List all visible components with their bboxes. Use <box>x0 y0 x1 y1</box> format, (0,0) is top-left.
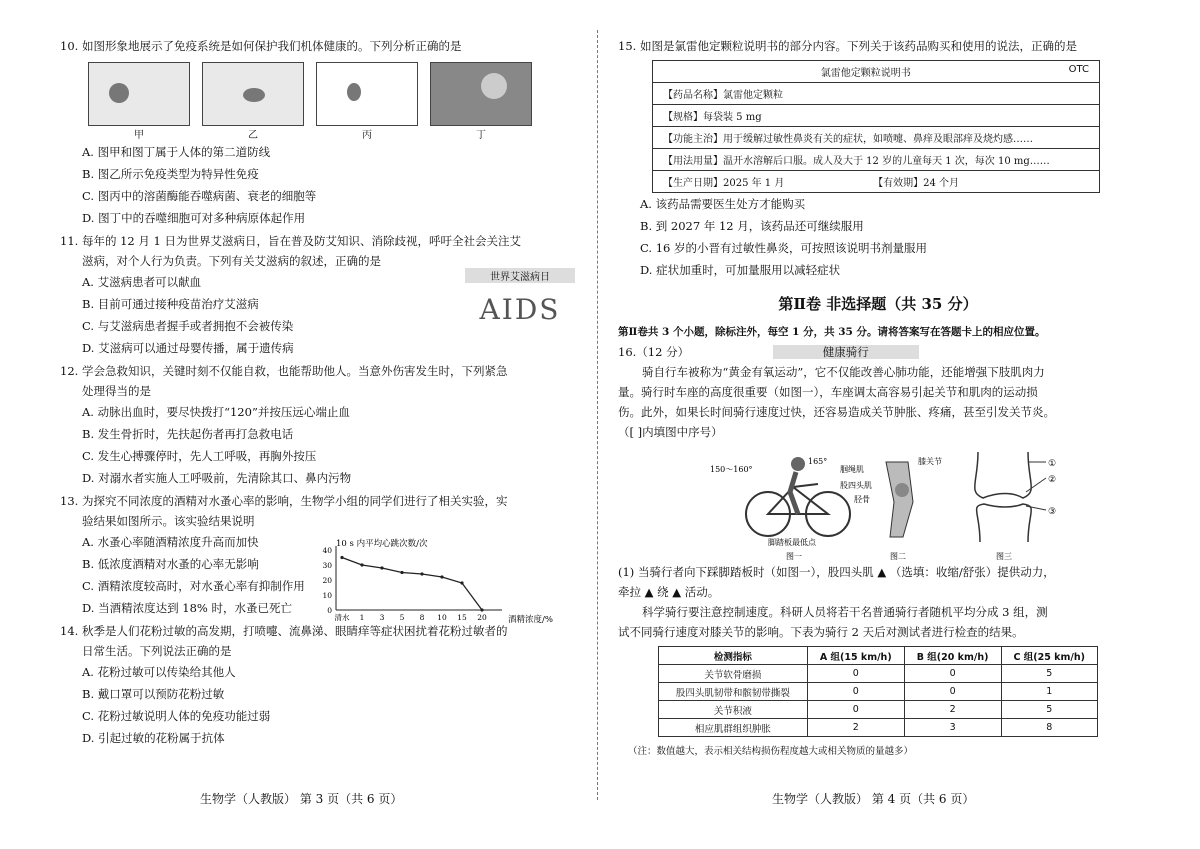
q10-option-a: A. 图甲和图丁属于人体的第二道防线 <box>82 145 271 159</box>
otc-tag: OTC <box>1068 64 1089 75</box>
q12-stem-line1: 12. 学会急救知识，关键时刻不仅能自救，也能帮助他人。当意外伤害发生时，下列紧急 <box>60 364 508 378</box>
q16-number: 16.（12 分） <box>618 345 690 359</box>
q16-paragraph: （[ ]内填图中序号） <box>618 425 723 439</box>
q16-paragraph: 试不同骑行速度对膝关节的影响。下表为骑行 2 天后对测试者进行检查的结果。 <box>618 625 1024 639</box>
q13-option-d: D. 当酒精浓度达到 18% 时，水蚤已死亡 <box>82 601 292 615</box>
table-cell: 关节积液 <box>659 701 808 719</box>
tibia-label: 胫骨 <box>854 495 870 504</box>
marker-2: ② <box>1048 475 1057 485</box>
table-cell: 5 <box>1001 665 1098 683</box>
table-cell: 0 <box>807 683 904 701</box>
bicycle-figure <box>710 457 850 561</box>
q15-option-d: D. 症状加重时，可加量服用以减轻症状 <box>640 263 841 277</box>
q13-stem-line2: 验结果如图所示。该实验结果说明 <box>82 514 255 528</box>
q10-figure-labels <box>88 126 580 141</box>
figure-label: 丙 <box>362 130 372 141</box>
q11-stem-line2: 滋病，对个人行为负责。下列有关艾滋病的叙述，正确的是 <box>82 254 381 268</box>
q11-option-a: A. 艾滋病患者可以献血 <box>82 275 202 289</box>
data-point <box>380 566 383 569</box>
data-point <box>400 571 403 574</box>
section-ii-note: 第Ⅱ卷共 3 个小题，除标注外，每空 1 分，共 35 分。请将答案写在答题卡上的相应位置。 <box>618 326 1046 338</box>
marker-3: ③ <box>1048 507 1057 517</box>
q13-stem-line1: 13. 为探究不同浓度的酒精对水蚤心率的影响，生物学小组的同学们进行了相关实验，实 <box>60 494 508 508</box>
leg-muscles-figure <box>840 456 942 561</box>
chart-title: 10 s 内平均心跳次数/次 <box>336 539 428 549</box>
table-cell: 8 <box>1001 719 1098 737</box>
heart-rate-chart <box>312 536 572 626</box>
marker-1: ① <box>1048 459 1057 469</box>
y-tick-label: 10 <box>322 591 332 600</box>
table-cell: 3 <box>904 719 1001 737</box>
table-header: A 组(15 km/h) <box>807 647 904 665</box>
production-date: 【生产日期】2025 年 1 月 <box>663 178 785 189</box>
table-header-row <box>659 647 1098 665</box>
table-note: （注：数值越大，表示相关结构损伤程度越大或相关物质的量越多） <box>628 746 914 757</box>
q16-figures <box>618 442 1138 562</box>
q16-sub1-line2: 牵拉 ▲ 绕 ▲ 活动。 <box>618 585 720 599</box>
q13-option-c: C. 酒精浓度较高时，对水蚤心率有抑制作用 <box>82 579 305 593</box>
table-cell: 0 <box>904 665 1001 683</box>
x-tick-label: 8 <box>419 613 425 622</box>
q15-option-b: B. 到 2027 年 12 月，该药品还可继续服用 <box>640 219 864 233</box>
y-tick-label: 40 <box>322 546 332 555</box>
table-header: 检测指标 <box>659 647 808 665</box>
q16-paragraph: 伤。此外，如果长时间骑行速度过快，还容易造成关节肿胀、疼痛，甚至引发关节炎。 <box>618 405 1055 419</box>
table-cell: 股四头肌韧带和髌韧带撕裂 <box>659 683 808 701</box>
x-tick-label: 10 <box>437 613 447 622</box>
footer-right: 生物学（人教版） 第 4 页（共 6 页） <box>772 792 975 806</box>
q16-sub1-line1: (1) 当骑行者向下踩脚踏板时（如图一），股四头肌 ▲ （选填：收缩/舒张）提供动力， <box>618 565 1055 579</box>
q14-option-c: C. 花粉过敏说明人体的免疫功能过弱 <box>82 709 271 723</box>
q12-option-b: B. 发生骨折时，先扶起伤者再打急救电话 <box>82 427 294 441</box>
table-cell: 1 <box>1001 683 1098 701</box>
knee-joint-figure <box>975 452 1056 561</box>
validity-period: 【有效期】24 个月 <box>873 178 959 189</box>
figure-label: 丁 <box>476 130 486 141</box>
angle-label-1: 150～160° <box>710 465 753 474</box>
table-header: B 组(20 km/h) <box>904 647 1001 665</box>
x-tick-label: 1 <box>359 613 365 622</box>
q10-figures <box>88 62 580 126</box>
q12-stem-line2: 处理得当的是 <box>82 384 151 398</box>
q16-header <box>618 342 1138 362</box>
table-cell: 0 <box>807 665 904 683</box>
q10-stem: 10. 如图形象地展示了免疫系统是如何保护我们机体健康的。下列分析正确的是 <box>60 39 462 53</box>
q16-paragraph: 科学骑行要注意控制速度。科研人员将若干名普通骑行者随机平均分成 3 组，测 <box>642 605 1048 619</box>
figure-jia <box>88 62 190 126</box>
q15-option-a: A. 该药品需要医生处方才能购买 <box>640 197 806 211</box>
quadriceps-label: 股四头肌 <box>840 481 872 490</box>
x-tick-label: 20 <box>477 613 487 622</box>
q10-option-c: C. 图丙中的溶菌酶能吞噬病菌、衰老的细胞等 <box>82 189 317 203</box>
data-point <box>340 556 343 559</box>
table-cell: 相应肌群组织肿胀 <box>659 719 808 737</box>
q10-option-d: D. 图丁中的吞噬细胞可对多种病原体起作用 <box>82 211 306 225</box>
q15-stem: 15. 如图是氯雷他定颗粒说明书的部分内容。下列关于该药品购买和使用的说法，正确的是 <box>618 39 1077 53</box>
med-row: 【药品名称】氯雷他定颗粒 <box>653 83 1099 105</box>
data-point <box>480 608 483 611</box>
med-row: 【规格】每袋装 5 mg <box>653 105 1099 127</box>
knee-test-table <box>658 646 1098 737</box>
x-tick-label: 清水 <box>334 613 350 622</box>
q11-option-b: B. 目前可通过接种疫苗治疗艾滋病 <box>82 297 259 311</box>
med-row: 【用法用量】温开水溶解后口服。成人及大于 12 岁的儿童每天 1 次，每次 10 mg…… <box>653 149 1099 171</box>
table-cell: 2 <box>807 719 904 737</box>
table-cell: 2 <box>904 701 1001 719</box>
figure-label: 乙 <box>248 130 258 141</box>
left-column <box>60 36 580 749</box>
data-point <box>460 581 463 584</box>
q13-option-a: A. 水蚤心率随酒精浓度升高而加快 <box>82 535 259 549</box>
q15-option-c: C. 16 岁的小晋有过敏性鼻炎，可按照该说明书剂量服用 <box>640 241 927 255</box>
x-tick-label: 5 <box>399 613 405 622</box>
q14-stem-line1: 14. 秋季是人们花粉过敏的高发期，打喷嚏、流鼻涕、眼睛痒等症状困扰着花粉过敏者的 <box>60 624 508 638</box>
section-ii-title: 第Ⅱ卷 非选择题（共 35 分） <box>778 295 978 313</box>
data-point <box>440 575 443 578</box>
footer-left: 生物学（人教版） 第 3 页（共 6 页） <box>200 792 403 806</box>
med-box-header <box>653 61 1099 83</box>
table-row <box>659 701 1098 719</box>
q13-option-b: B. 低浓度酒精对水蚤的心率无影响 <box>82 557 259 571</box>
data-point <box>360 563 363 566</box>
q12-option-a: A. 动脉出血时，要尽快拨打“120”并按压远心端止血 <box>82 405 350 419</box>
y-tick-label: 20 <box>322 576 332 585</box>
figure-3-caption: 图三 <box>996 552 1012 561</box>
table-cell: 关节软骨磨损 <box>659 665 808 683</box>
figure-2-caption: 图二 <box>890 552 906 561</box>
table-cell: 0 <box>807 701 904 719</box>
x-tick-label: 3 <box>379 613 385 622</box>
q12-option-d: D. 对溺水者实施人工呼吸前，先清除其口、鼻内污物 <box>82 471 352 485</box>
figure-1-caption: 图一 <box>786 552 802 561</box>
chart-xlabel: 酒精浓度/% <box>508 615 553 625</box>
q16-paragraph: 量。骑行时车座的高度很重要（如图一），车座调太高容易引起关节和肌肉的运动损 <box>618 385 1038 399</box>
figure-label: 甲 <box>134 130 144 141</box>
x-tick-label: 15 <box>457 613 467 622</box>
y-tick-label: 0 <box>327 606 332 615</box>
q14-stem-line2: 日常生活。下列说法正确的是 <box>82 644 232 658</box>
med-box-title: 氯雷他定颗粒说明书 <box>820 68 911 79</box>
y-tick-label: 30 <box>322 561 332 570</box>
right-column <box>618 36 1138 757</box>
q14-option-a: A. 花粉过敏可以传染给其他人 <box>82 665 236 679</box>
figure-yi <box>202 62 304 126</box>
q11-stem-line1: 11. 每年的 12 月 1 日为世界艾滋病日，旨在普及防艾知识、消除歧视，呼吁全社会关注艾 <box>60 234 522 248</box>
table-row <box>659 665 1098 683</box>
q10-option-b: B. 图乙所示免疫类型为特异性免疫 <box>82 167 259 181</box>
table-cell: 5 <box>1001 701 1098 719</box>
q16-title: 健康骑行 <box>773 345 919 359</box>
med-row: 【功能主治】用于缓解过敏性鼻炎有关的症状，如喷嚏、鼻痒及眼部痒及烧灼感…… <box>653 127 1099 149</box>
data-point <box>420 572 423 575</box>
figure-bing <box>316 62 418 126</box>
figure-ding <box>430 62 532 126</box>
q14-option-b: B. 戴口罩可以预防花粉过敏 <box>82 687 225 701</box>
table-header: C 组(25 km/h) <box>1001 647 1098 665</box>
medicine-instructions-box <box>652 60 1100 193</box>
aids-badge-title: 世界艾滋病日 <box>465 268 575 283</box>
med-row-dates <box>653 171 1099 192</box>
column-divider <box>597 30 598 800</box>
knee-joint-label: 膝关节 <box>918 457 942 466</box>
table-row <box>659 719 1098 737</box>
pedal-lowest-point-label: 脚踏板最低点 <box>768 538 816 547</box>
q16-paragraph: 骑自行车被称为“黄金有氧运动”，它不仅能改善心肺功能，还能增强下肢肌肉力 <box>642 365 1045 379</box>
q14-option-d: D. 引起过敏的花粉属于抗体 <box>82 731 225 745</box>
aids-day-badge <box>465 268 575 326</box>
table-row <box>659 683 1098 701</box>
q11-option-d: D. 艾滋病可以通过母婴传播，属于遗传病 <box>82 341 294 355</box>
aids-ribbon-logo: AIDS <box>479 293 561 326</box>
angle-label-2: 165° <box>808 457 828 466</box>
q11-option-c: C. 与艾滋病患者握手或者拥抱不会被传染 <box>82 319 294 333</box>
table-cell: 0 <box>904 683 1001 701</box>
q12-option-c: C. 发生心搏骤停时，先人工呼吸，再胸外按压 <box>82 449 317 463</box>
hamstring-label: 腘绳肌 <box>840 465 864 474</box>
